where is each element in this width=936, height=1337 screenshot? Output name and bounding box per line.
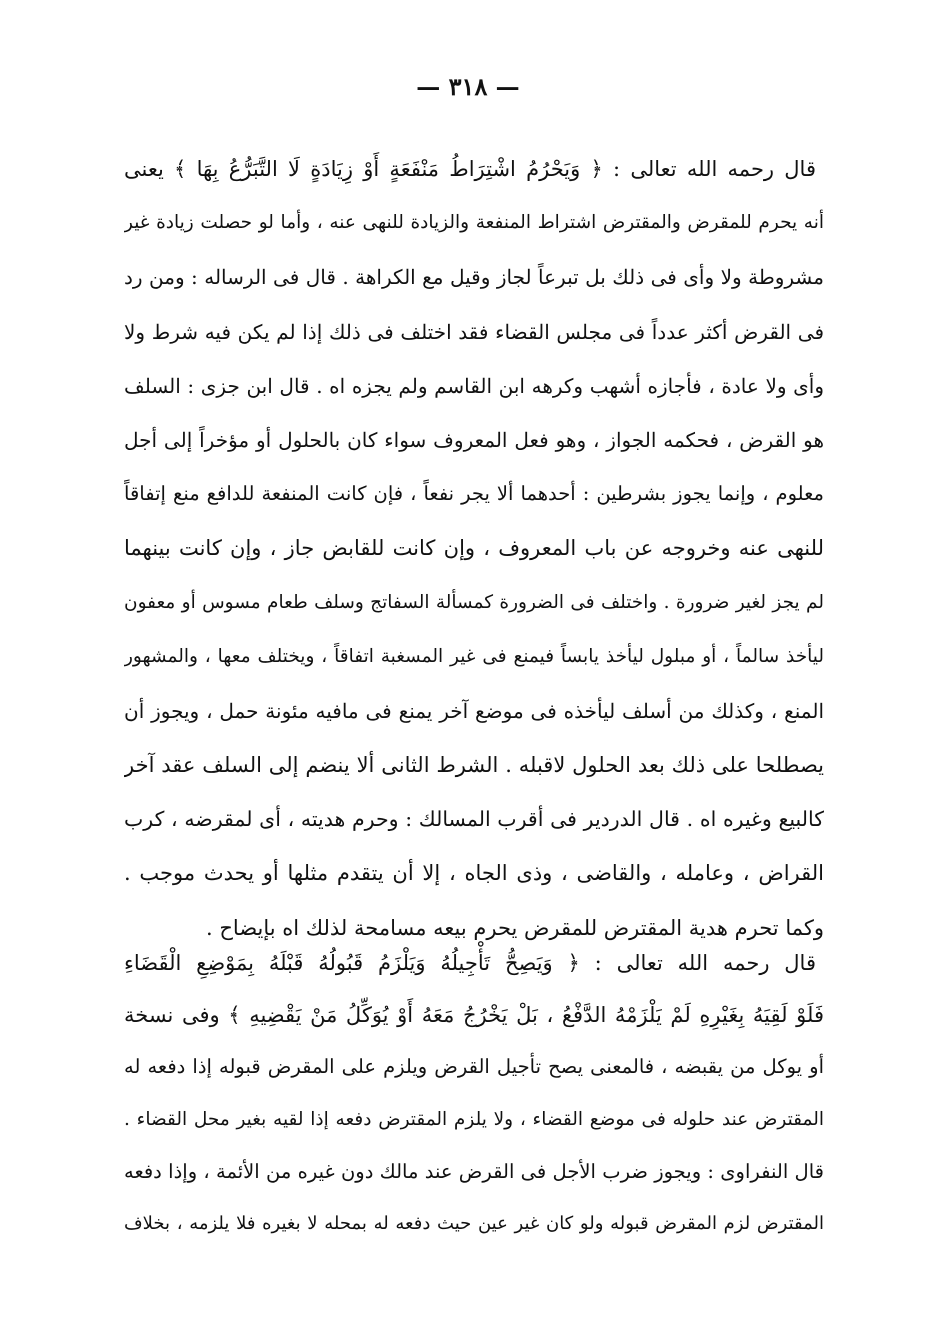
text-line: وكما تحرم هدية المقترض للمقرض يحرم بيعه مسامحة لذلك اه بإيضاح . xyxy=(206,915,824,940)
text-line: فى القرض أكثر عدداً فى مجلس القضاء فقد اختلف فى ذلك إذا لم يكن فيه شرط ولا xyxy=(124,319,824,344)
text-line: قال رحمه الله تعالى : ﴿ وَيَحْرُمُ اشْتِرَاطُ مَنْفَعَةٍ أَوْ زِيَادَةٍ لَا التَّبَرُّعُ بِهَا ﴾ يعنى xyxy=(124,157,816,181)
text-line: مشروطة ولا وأى فى ذلك بل تبرعاً لجاز وقيل مع الكراهة . قال فى الرساله : ومن رد xyxy=(124,265,824,290)
text-line: أو يوكل من يقبضه ، فالمعنى يصح تأجيل القرض ويلزم على المقرض قبوله إذا دفعه له xyxy=(124,1055,824,1079)
text-line: المقترض لزم المقرض قبوله ولو كان غير عين حيث دفعه له بمحله لا بغيره فلا يلزمه ، بخلاف xyxy=(124,1212,824,1234)
text-line: قال رحمه الله تعالى : ﴿ وَيَصِحُّ تَأْجِيلُهُ وَيَلْزَمُ قَبُولُهُ قَبْلَهُ بِمَوْضِعِ الْقَضَاءِ xyxy=(124,951,816,975)
text-line: لم يجز لغير ضرورة . واختلف فى الضرورة كمسألة السفاتج وسلف طعام مسوس أو معفون xyxy=(124,591,824,613)
paragraph-1 xyxy=(124,142,824,955)
text-line: يصطلحا على ذلك بعد الحلول لاقبله . الشرط الثانى ألا ينضم إلى السلف عقد آخر xyxy=(124,753,824,778)
text-line: قال النفراوى : ويجوز ضرب الأجل فى القرض عند مالك دون غيره من الأئمة ، وإذا دفعه xyxy=(124,1159,824,1183)
text-line: معلوم ، وإنما يجوز بشرطين : أحدهما ألا يجر نفعاً ، فإن كانت المنفعة للدافع منع إتفاقاً xyxy=(124,482,824,506)
text-line: المقترض عند حلوله فى موضع القضاء ، ولا يلزم المقترض دفعه إذا لقيه بغير محل القضاء . xyxy=(124,1108,824,1130)
text-line: كالبيع وغيره اه . قال الدردير فى أقرب المسالك : وحرم هديته ، أى لمقرضه ، كرب xyxy=(124,807,824,832)
text-line: وأى ولا عادة ، فأجازه أشهب وكرهه ابن القاسم ولم يجزه اه . قال ابن جزى : السلف xyxy=(124,373,824,398)
text-line: للنهى عنه وخروجه عن باب المعروف ، وإن كانت للقابض جاز ، وإن كانت بينهما xyxy=(124,536,824,561)
text-line: القراض ، وعامله ، والقاضى ، وذى الجاه ، إلا أن يتقدم مثلها أو يحدث موجب . xyxy=(124,861,824,886)
paragraph-2 xyxy=(124,937,824,1250)
text-line: فَلَوْ لَقِيَهُ بِغَيْرِهِ لَمْ يَلْزَمْهُ الدَّفْعُ ، بَلْ يَخْرُجُ مَعَهُ أَوْ يُوَكِّلُ مَنْ يَقْضِيهِ ﴾ وفى نسخة xyxy=(124,1003,824,1028)
text-line: هو القرض ، فحكمه الجواز ، وهو فعل المعروف سواء كان بالحلول أو مؤخراً إلى أجل xyxy=(124,427,824,452)
text-line: المنع ، وكذلك من أسلف ليأخذه فى موضع آخر يمنع فى مافيه مئونة حمل ، ويجوز أن xyxy=(124,698,824,723)
text-line: أنه يحرم للمقرض والمقترض اشتراط المنفعة والزيادة للنهى عنه ، وأما لو حصلت زيادة غير xyxy=(124,212,824,234)
text-line: ليأخذ سالماً ، أو مبلول ليأخذ يابساً فيمنع فى غير المسغبة اتفاقاً ، ويختلف معها ، والمشهور xyxy=(124,645,824,667)
page-number: — ٣١٨ — xyxy=(416,72,520,101)
